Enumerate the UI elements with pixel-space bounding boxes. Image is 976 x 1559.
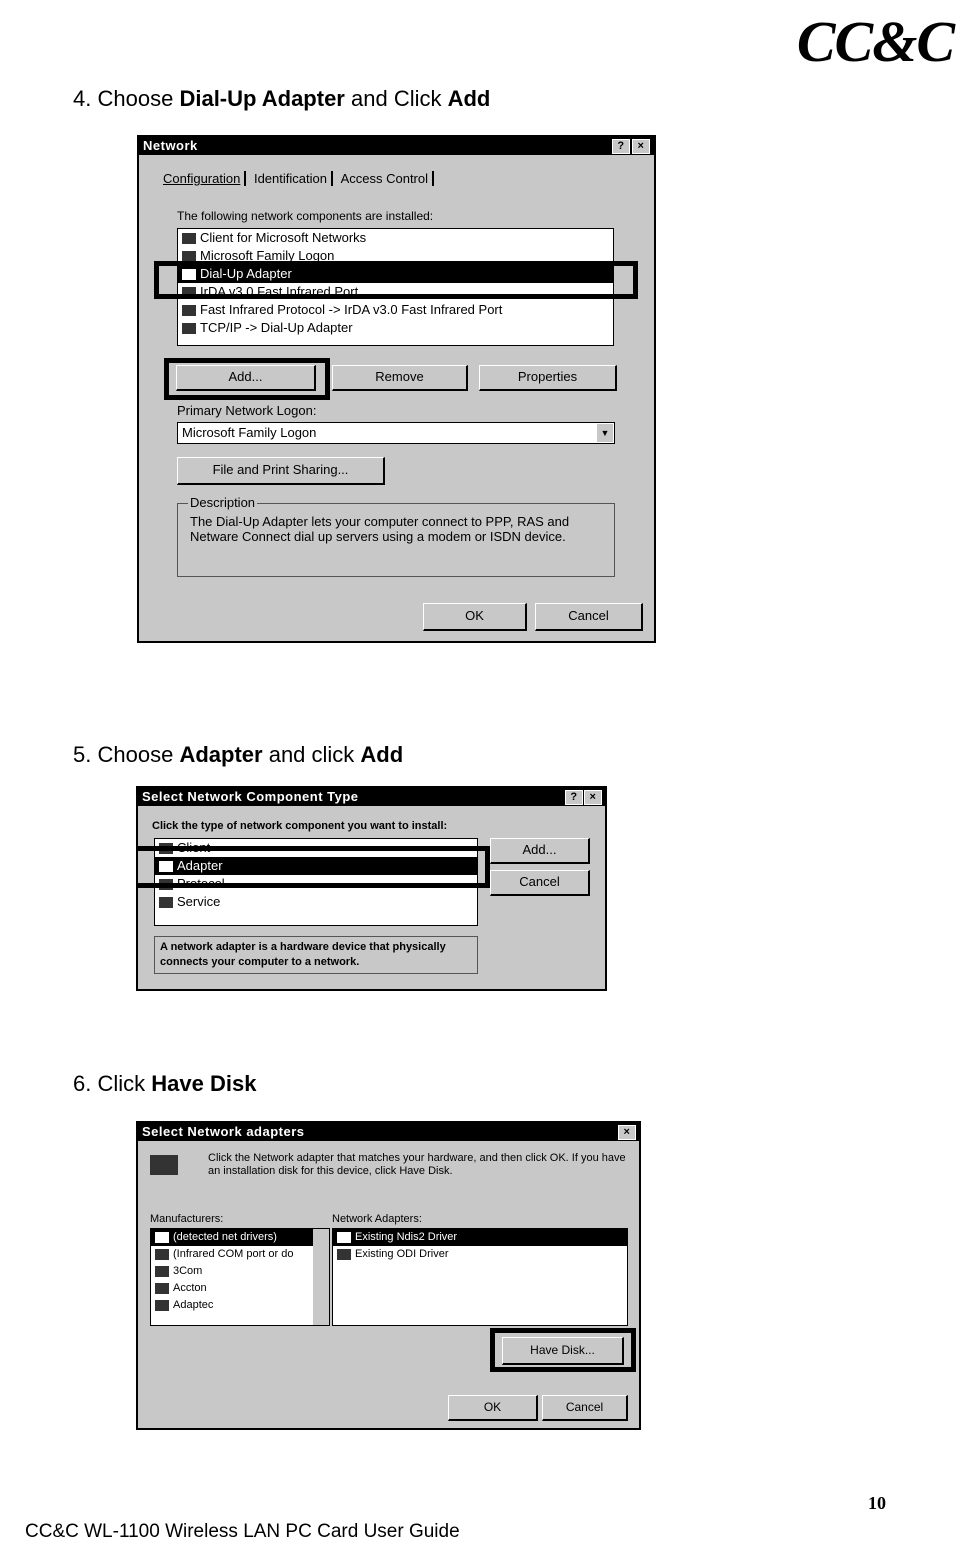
list-item[interactable]: Microsoft Family Logon — [178, 247, 613, 265]
company-logo: CC&C — [796, 9, 954, 74]
add-button[interactable]: Add... — [176, 365, 316, 391]
tab-identification[interactable]: Identification — [250, 171, 333, 186]
description-text: The Dial-Up Adapter lets your computer connect to PPP, RAS and Netware Connect dial up servers using a modem or ISDN device. — [190, 514, 570, 544]
adapter-icon — [155, 1249, 169, 1260]
description-group — [177, 495, 615, 577]
close-button[interactable]: × — [584, 790, 602, 805]
help-button[interactable]: ? — [565, 790, 583, 805]
ok-button[interactable]: OK — [423, 603, 527, 631]
list-item[interactable]: Protocol — [155, 875, 477, 893]
chevron-down-icon[interactable]: ▼ — [597, 424, 613, 442]
network-card-icon — [150, 1155, 178, 1175]
component-description: A network adapter is a hardware device that physically connects your computer to a network. — [154, 936, 478, 974]
manufacturers-list[interactable] — [150, 1228, 330, 1326]
highlight-box-dialup — [154, 261, 638, 299]
scrollbar[interactable] — [313, 1229, 329, 1325]
list-item[interactable]: Accton — [151, 1280, 329, 1297]
list-item[interactable]: Existing ODI Driver — [333, 1246, 627, 1263]
manufacturers-label: Manufacturers: — [150, 1213, 224, 1225]
list-item-selected[interactable]: Dial-Up Adapter — [178, 265, 613, 283]
close-button[interactable]: × — [632, 139, 650, 154]
remove-button[interactable]: Remove — [332, 365, 468, 391]
step-5-heading: 5. Choose Adapter and click Add — [73, 742, 404, 767]
adapters-list[interactable] — [332, 1228, 628, 1326]
list-item[interactable]: Adaptec — [151, 1297, 329, 1314]
tab-configuration[interactable]: Configuration — [159, 171, 246, 186]
list-item[interactable]: Client — [155, 839, 477, 857]
tab-access-control[interactable]: Access Control — [337, 171, 434, 186]
network-dialog — [137, 135, 656, 643]
ok-button[interactable]: OK — [448, 1395, 538, 1421]
adapter-icon — [337, 1232, 351, 1243]
cancel-button[interactable]: Cancel — [535, 603, 643, 631]
component-type-titlebar: Select Network Component Type ? × — [138, 788, 605, 806]
adapters-instructions: Click the Network adapter that matches your hardware, and then click OK. If you have an installation disk for this device, click Have Disk. — [208, 1152, 626, 1177]
list-item-selected[interactable]: (detected net drivers) — [151, 1229, 329, 1246]
list-item[interactable]: Service — [155, 893, 477, 911]
description-label: Description — [190, 495, 256, 510]
file-print-sharing-button[interactable]: File and Print Sharing... — [177, 457, 385, 485]
page-number: 10 — [868, 1493, 886, 1513]
have-disk-button[interactable]: Have Disk... — [502, 1337, 624, 1365]
select-adapters-dialog — [136, 1121, 641, 1430]
list-item-selected[interactable]: Adapter — [155, 857, 477, 875]
component-type-dialog — [136, 786, 607, 991]
highlight-box-have-disk — [490, 1328, 636, 1372]
list-item-selected[interactable]: Existing Ndis2 Driver — [333, 1229, 627, 1246]
component-prompt: Click the type of network component you want to install: — [152, 820, 448, 832]
highlight-box-add — [164, 358, 330, 400]
list-item[interactable]: IrDA v3.0 Fast Infrared Port — [178, 283, 613, 301]
add-button[interactable]: Add... — [490, 838, 590, 864]
components-label: The following network components are installed: — [177, 209, 434, 223]
cancel-button[interactable]: Cancel — [490, 870, 590, 896]
network-dialog-titlebar: Network ? × — [139, 137, 654, 155]
select-adapters-titlebar: Select Network adapters × — [138, 1123, 639, 1141]
cancel-button[interactable]: Cancel — [542, 1395, 628, 1421]
logon-select[interactable]: Microsoft Family Logon ▼ — [177, 422, 615, 444]
close-button[interactable]: × — [618, 1125, 636, 1140]
tab-strip — [159, 171, 434, 186]
adapter-icon — [337, 1249, 351, 1260]
protocol-icon — [182, 305, 196, 316]
service-icon — [159, 897, 173, 908]
list-item[interactable]: TCP/IP -> Dial-Up Adapter — [178, 319, 613, 337]
step-4-heading: 4. Choose Dial-Up Adapter and Click Add — [73, 86, 491, 111]
adapter-icon — [155, 1283, 169, 1294]
list-item[interactable]: Fast Infrared Protocol -> IrDA v3.0 Fast Infrared Port — [178, 301, 613, 319]
adapter-icon — [155, 1266, 169, 1277]
step-6-heading: 6. Click Have Disk — [73, 1071, 257, 1096]
list-item[interactable]: (Infrared COM port or do — [151, 1246, 329, 1263]
adapter-icon — [155, 1232, 169, 1243]
adapters-label: Network Adapters: — [332, 1213, 422, 1225]
list-item[interactable]: 3Com — [151, 1263, 329, 1280]
protocol-icon — [182, 323, 196, 334]
client-icon — [182, 233, 196, 244]
footer-title: CC&C WL-1100 Wireless LAN PC Card User Guide — [25, 1521, 460, 1542]
properties-button[interactable]: Properties — [479, 365, 617, 391]
logon-label: Primary Network Logon: — [177, 403, 317, 418]
adapter-icon — [155, 1300, 169, 1311]
help-button[interactable]: ? — [612, 139, 630, 154]
list-item[interactable]: Client for Microsoft Networks — [178, 229, 613, 247]
highlight-box-adapter — [136, 846, 490, 888]
